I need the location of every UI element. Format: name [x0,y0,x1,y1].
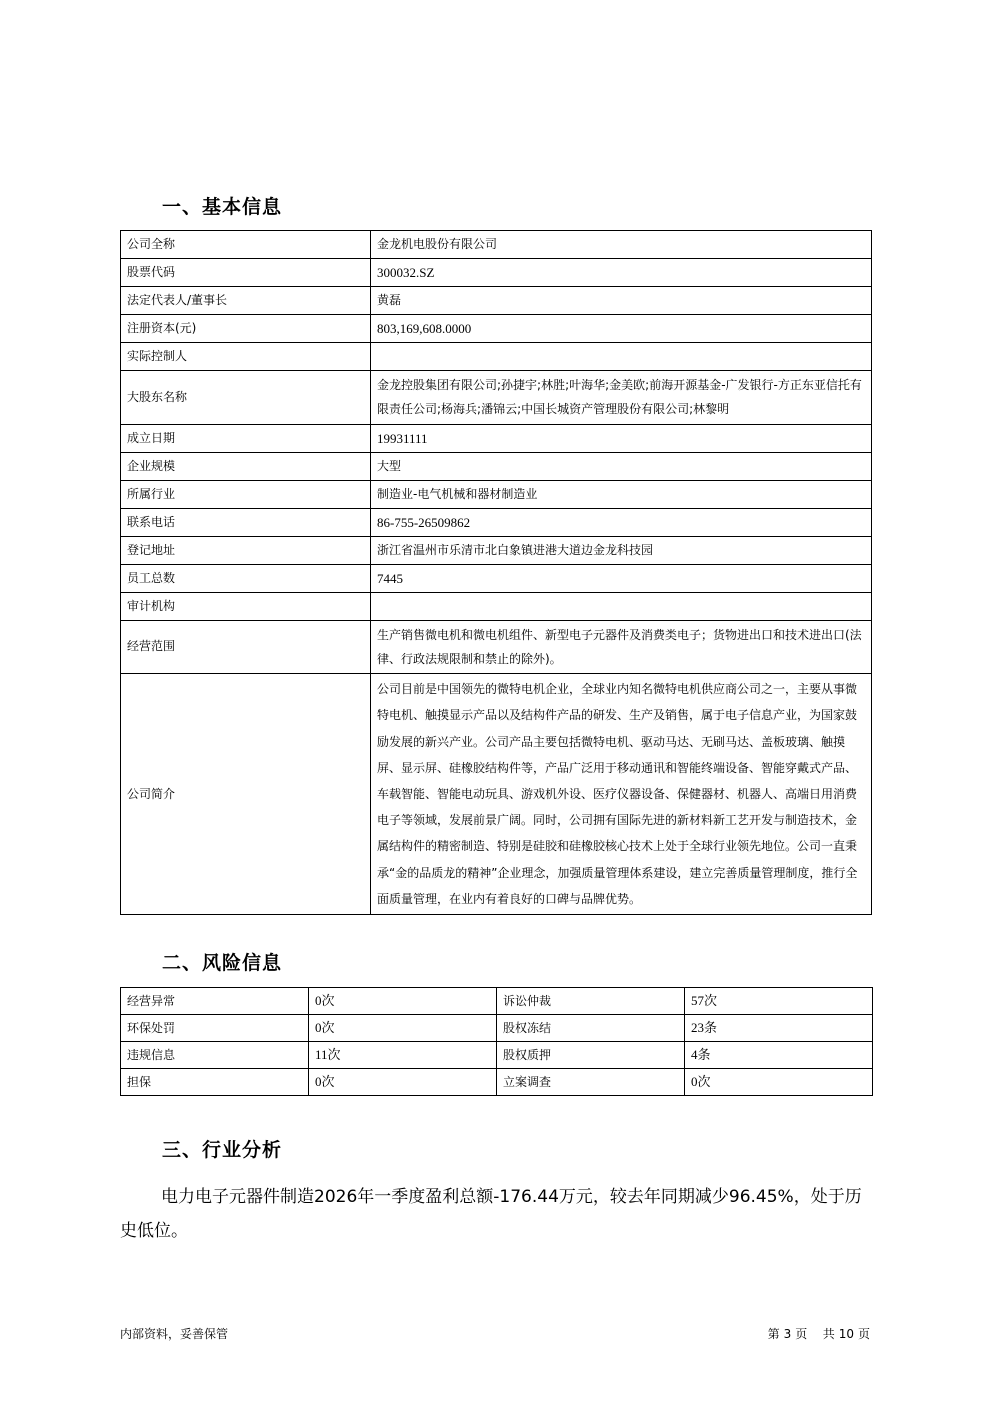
footer-confidential-note: 内部资料，妥善保管 [120,1327,229,1341]
risk-info-table [120,987,873,1096]
table-row [121,1015,873,1042]
row-label: 股票代码 [121,259,371,287]
row-value [371,592,872,620]
risk-label: 股权质押 [497,1042,685,1069]
row-label: 经营范围 [121,620,371,674]
risk-value: 0次 [309,988,497,1015]
risk-label: 经营异常 [121,988,309,1015]
row-label: 注册资本(元) [121,315,371,343]
table-row [121,452,872,480]
table-row [121,231,872,259]
risk-value: 57次 [685,988,873,1015]
section-title-risk-info: 二、风险信息 [162,952,283,974]
section-title-industry-analysis: 三、行业分析 [162,1139,283,1161]
table-row [121,620,872,674]
page-mid: 页 [795,1327,808,1341]
row-value: 浙江省温州市乐清市北白象镇进港大道边金龙科技园 [371,536,872,564]
table-row [121,674,872,915]
row-label: 审计机构 [121,592,371,620]
risk-value: 23条 [685,1015,873,1042]
risk-label: 违规信息 [121,1042,309,1069]
row-value: 86-755-26509862 [371,508,872,536]
risk-value: 0次 [685,1069,873,1096]
table-row [121,343,872,371]
risk-value: 11次 [309,1042,497,1069]
table-row [121,564,872,592]
page-current: 3 [783,1327,792,1341]
risk-label: 诉讼仲裁 [497,988,685,1015]
table-row [121,371,872,425]
row-label: 公司全称 [121,231,371,259]
row-label: 法定代表人/董事长 [121,287,371,315]
table-row [121,536,872,564]
table-row [121,592,872,620]
table-row [121,287,872,315]
table-row [121,259,872,287]
row-label: 实际控制人 [121,343,371,371]
section-title-basic-info: 一、基本信息 [162,196,283,218]
row-value: 19931111 [371,424,872,452]
total-prefix: 共 [822,1327,835,1341]
table-row [121,480,872,508]
industry-analysis-text: 电力电子元器件制造2026年一季度盈利总额-176.44万元，较去年同期减少96.45%，处于历史低位。 [120,1187,862,1241]
row-value: 公司目前是中国领先的微特电机企业，全球业内知名微特电机供应商公司之一，主要从事微特电机、触摸显示产品以及结构件产品的研发、生产及销售，属于电子信息产业，为国家鼓励发展的新兴产业。公司产品主要包括微特电机、驱动马达、无刷马达、盖板玻璃、触摸屏、显示屏、硅橡胶结构件等，产品广泛用于移动通讯和智能终端设备、智能穿戴式产品、车载智能、智能电动玩具、游戏机外设、医疗仪器设备、保健器材、机器人、高端日用消费电子等领域，发展前景广阔。同时，公司拥有国际先进的新材料新工艺开发与制造技术，金属结构件的精密制造、特别是硅胶和硅橡胶核心技术上处于全球行业领先地位。公司一直秉承“金的品质龙的精神”企业理念，加强质量管理体系建设，建立完善质量管理制度，推行全面质量管理，在业内有着良好的口碑与品牌优势。 [371,674,872,915]
risk-label: 立案调查 [497,1069,685,1096]
risk-value: 0次 [309,1015,497,1042]
row-label: 公司简介 [121,674,371,915]
row-label: 大股东名称 [121,371,371,425]
table-row [121,988,873,1015]
row-label: 企业规模 [121,452,371,480]
risk-label: 担保 [121,1069,309,1096]
row-label: 成立日期 [121,424,371,452]
risk-value: 0次 [309,1069,497,1096]
table-row [121,1042,873,1069]
page-suffix: 页 [857,1327,870,1341]
table-row [121,424,872,452]
risk-label: 股权冻结 [497,1015,685,1042]
row-value: 300032.SZ [371,259,872,287]
table-row [121,1069,873,1096]
risk-value: 4条 [685,1042,873,1069]
row-value: 803,169,608.0000 [371,315,872,343]
row-value: 大型 [371,452,872,480]
row-value: 金龙控股集团有限公司;孙捷宇;林胜;叶海华;金美欧;前海开源基金-广发银行-方正东亚信托有限责任公司;杨海兵;潘锦云;中国长城资产管理股份有限公司;林黎明 [371,371,872,425]
basic-info-table [120,230,872,915]
row-value: 制造业-电气机械和器材制造业 [371,480,872,508]
row-label: 所属行业 [121,480,371,508]
row-value: 生产销售微电机和微电机组件、新型电子元器件及消费类电子；货物进出口和技术进出口(法律、行政法规限制和禁止的除外)。 [371,620,872,674]
footer-page-number [766,1325,872,1342]
table-row [121,508,872,536]
row-value: 金龙机电股份有限公司 [371,231,872,259]
risk-label: 环保处罚 [121,1015,309,1042]
row-label: 员工总数 [121,564,371,592]
row-label: 登记地址 [121,536,371,564]
row-value: 7445 [371,564,872,592]
page-prefix: 第 [767,1327,780,1341]
table-row [121,315,872,343]
row-value: 黄磊 [371,287,872,315]
row-value [371,343,872,371]
page-total: 10 [838,1327,854,1341]
row-label: 联系电话 [121,508,371,536]
